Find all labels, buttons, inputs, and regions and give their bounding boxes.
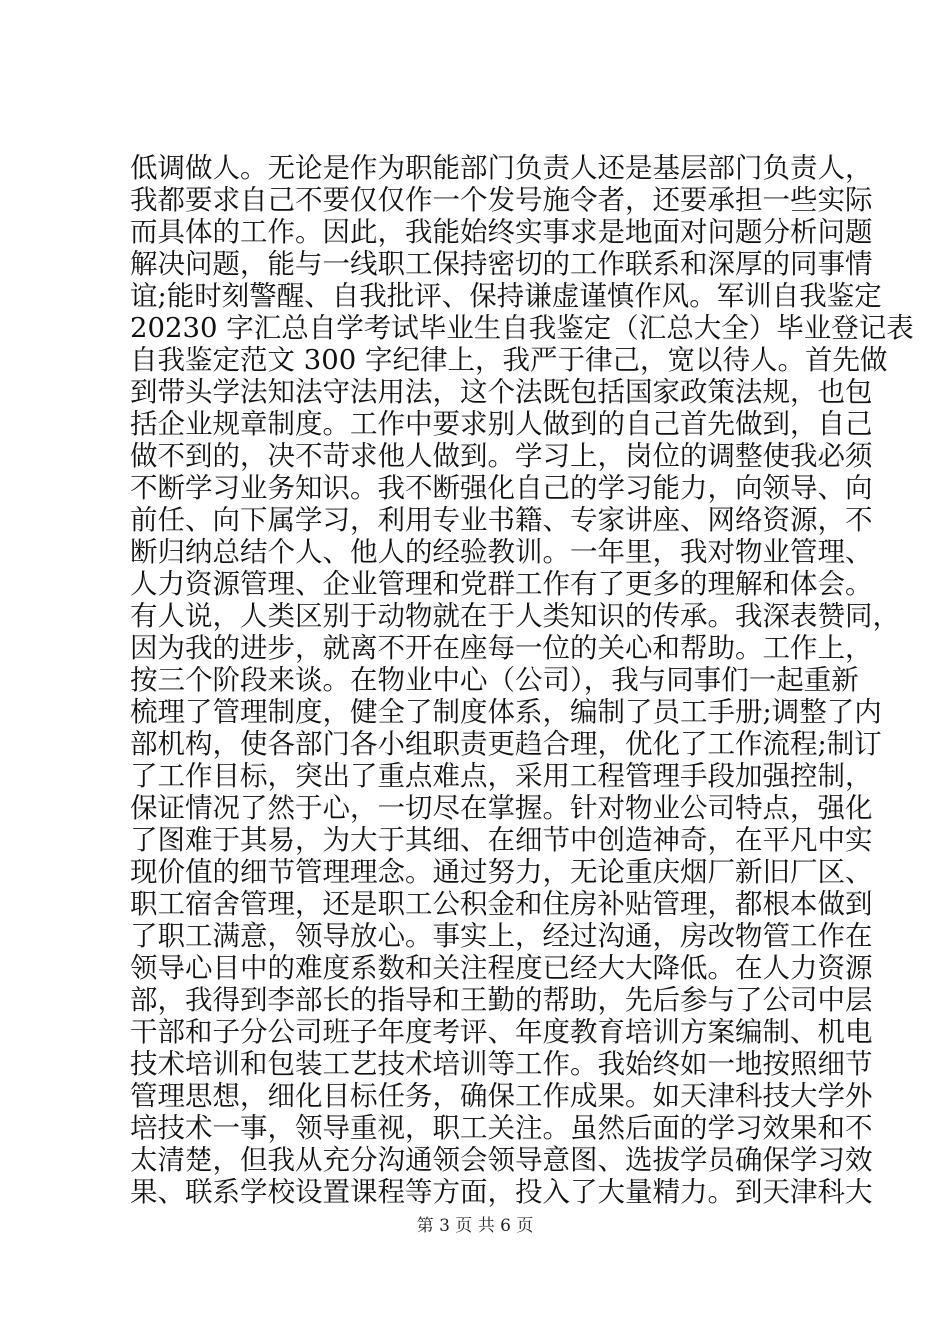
text-line-9: 括企业规章制度。工作中要求别人做到的自己首先做到，自己 bbox=[130, 408, 873, 440]
text-line-10: 做不到的，决不苛求他人做到。学习上，岗位的调整使我必须 bbox=[130, 440, 873, 472]
text-line-29: 技术培训和包装工艺技术培训等工作。我始终如一地按照细节 bbox=[130, 1048, 873, 1080]
text-line-8: 到带头学法知法守法用法，这个法既包括国家政策法规，也包 bbox=[130, 376, 873, 408]
text-line-15: 有人说，人类区别于动物就在于人类知识的传承。我深表赞同， bbox=[130, 600, 900, 632]
text-line-14: 人力资源管理、企业管理和党群工作有了更多的理解和体会。 bbox=[130, 568, 873, 600]
text-line-18: 梳理了管理制度，健全了制度体系，编制了员工手册;调整了内 bbox=[130, 696, 882, 728]
text-line-6: 20230 字汇总自学考试毕业生自我鉴定（汇总大全）毕业登记表 bbox=[130, 312, 914, 344]
text-line-32: 太清楚，但我从充分沟通领会领导意图、选拔学员确保学习效 bbox=[130, 1144, 873, 1176]
text-line-2: 我都要求自己不要仅仅作一个发号施令者，还要承担一些实际 bbox=[130, 184, 873, 216]
text-line-26: 领导心目中的难度系数和关注程度已经大大降低。在人力资源 bbox=[130, 952, 873, 984]
text-line-31: 培技术一事，领导重视，职工关注。虽然后面的学习效果和不 bbox=[130, 1112, 873, 1144]
text-line-17: 按三个阶段来谈。在物业中心（公司），我与同事们一起重新 bbox=[130, 664, 859, 696]
text-line-28: 干部和子分公司班子年度考评、年度教育培训方案编制、机电 bbox=[130, 1016, 873, 1048]
text-line-12: 前任、向下属学习，利用专业书籍、专家讲座、网络资源，不 bbox=[130, 504, 873, 536]
text-line-30: 管理思想，细化目标任务，确保工作成果。如天津科技大学外 bbox=[130, 1080, 873, 1112]
text-line-21: 保证情况了然于心，一切尽在掌握。针对物业公司特点，强化 bbox=[130, 792, 873, 824]
text-line-4: 解决问题，能与一线职工保持密切的工作联系和深厚的同事情 bbox=[130, 248, 873, 280]
text-line-7: 自我鉴定范文 300 字纪律上，我严于律己，宽以待人。首先做 bbox=[130, 344, 888, 376]
text-line-22: 了图难于其易，为大于其细、在细节中创造神奇，在平凡中实 bbox=[130, 824, 873, 856]
text-line-33: 果、联系学校设置课程等方面，投入了大量精力。到天津科大 bbox=[130, 1176, 873, 1208]
text-line-5: 谊;能时刻警醒、自我批评、保持谦虚谨慎作风。军训自我鉴定 bbox=[130, 280, 882, 312]
text-line-19: 部机构，使各部门各小组职责更趋合理，优化了工作流程;制订 bbox=[130, 728, 882, 760]
text-line-27: 部，我得到李部长的指导和王勤的帮助，先后参与了公司中层 bbox=[130, 984, 873, 1016]
text-line-11: 不断学习业务知识。我不断强化自己的学习能力，向领导、向 bbox=[130, 472, 873, 504]
text-line-13: 断归纳总结个人、他人的经验教训。一年里，我对物业管理、 bbox=[130, 536, 873, 568]
text-line-3: 而具体的工作。因此，我能始终实事求是地面对问题分析问题 bbox=[130, 216, 873, 248]
body-text bbox=[130, 152, 914, 1208]
text-line-1: 低调做人。无论是作为职能部门负责人还是基层部门负责人， bbox=[130, 152, 873, 184]
page-number-footer: 第 3 页 共 6 页 bbox=[416, 1216, 534, 1236]
text-line-23: 现价值的细节管理理念。通过努力，无论重庆烟厂新旧厂区、 bbox=[130, 856, 873, 888]
text-line-25: 了职工满意，领导放心。事实上，经过沟通，房改物管工作在 bbox=[130, 920, 873, 952]
text-line-20: 了工作目标，突出了重点难点，采用工程管理手段加强控制， bbox=[130, 760, 873, 792]
text-line-24: 职工宿舍管理，还是职工公积金和住房补贴管理，都根本做到 bbox=[130, 888, 873, 920]
text-line-16: 因为我的进步，就离不开在座每一位的关心和帮助。工作上， bbox=[130, 632, 873, 664]
